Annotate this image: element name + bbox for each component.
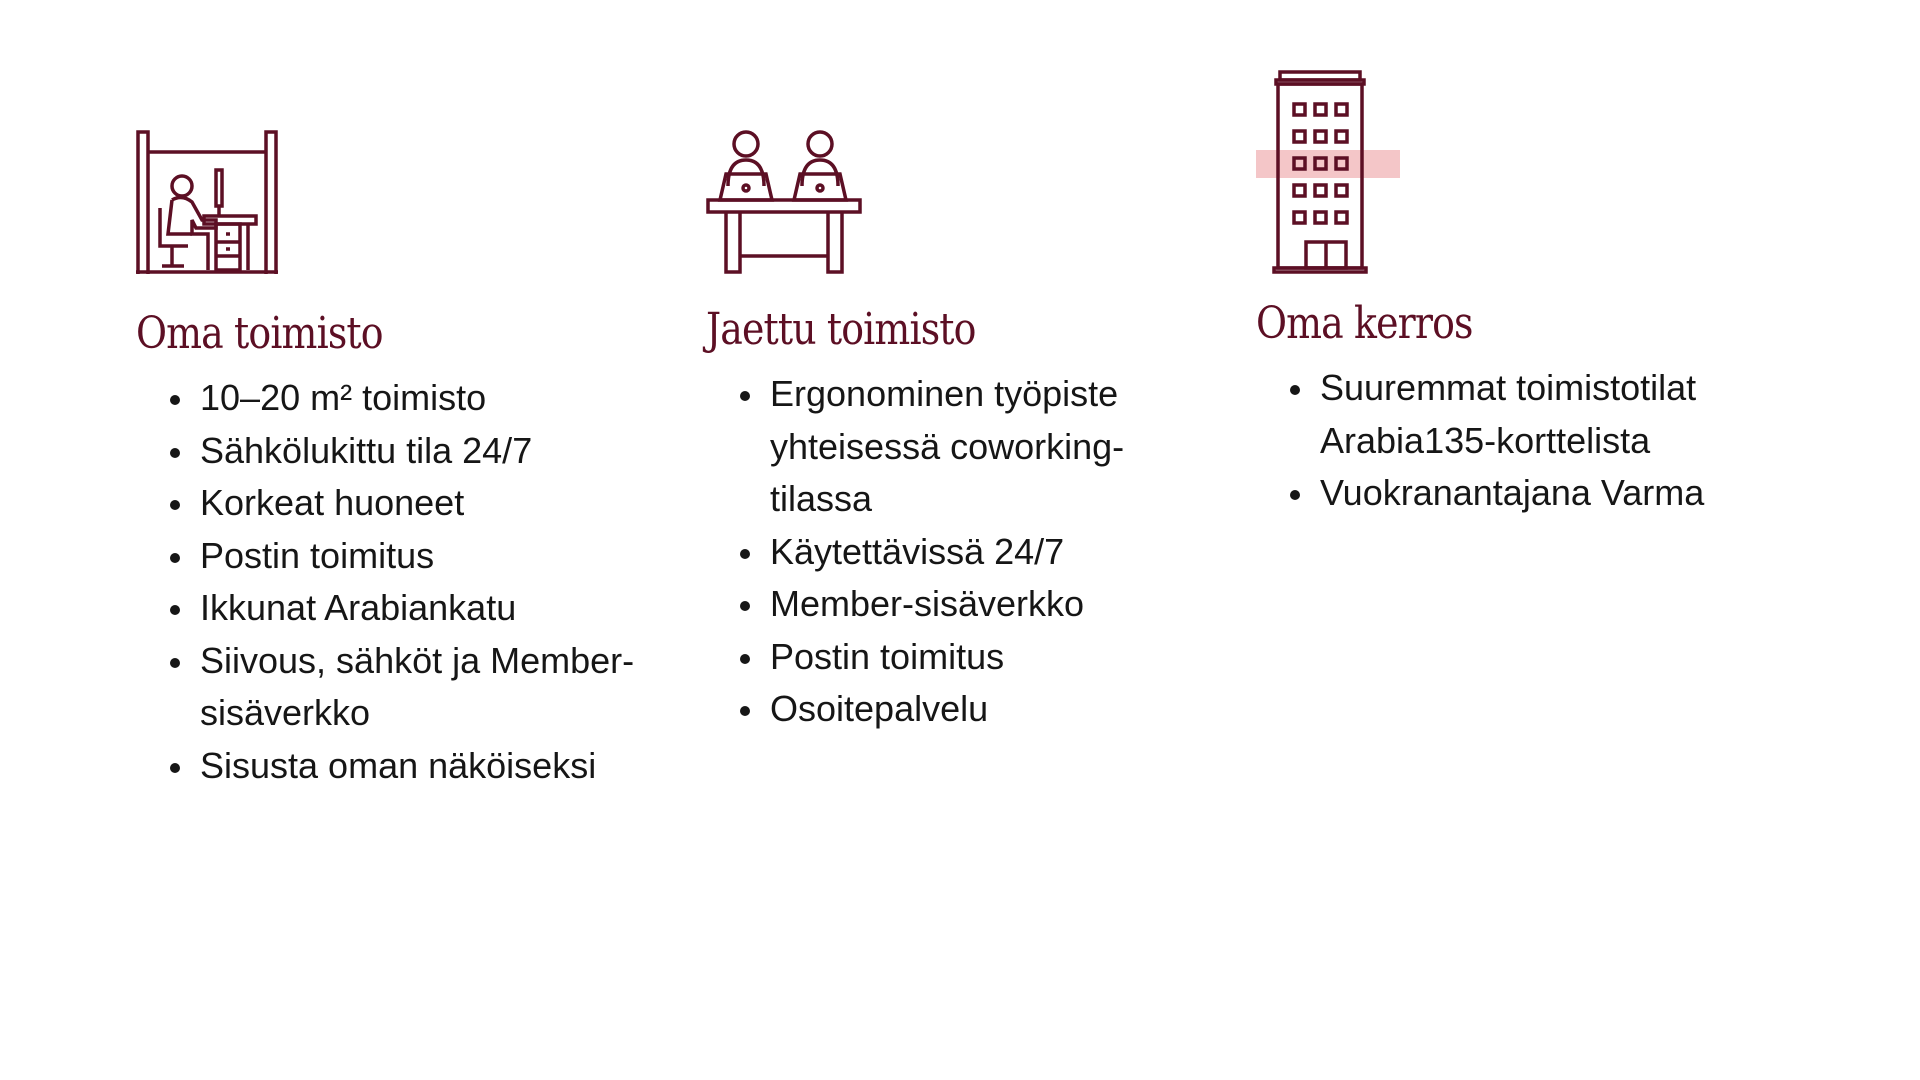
column-private-office — [136, 130, 696, 792]
feature-list — [1256, 362, 1816, 520]
column-shared-office — [706, 130, 1266, 736]
column-title: Oma toimisto — [136, 308, 383, 359]
list-item: Käytettävissä 24/7 — [770, 526, 1170, 579]
list-item: Siivous, sähköt ja Member-sisäverkko — [200, 635, 640, 740]
column-title: Jaettu toimisto — [706, 304, 976, 355]
feature-list — [706, 368, 1266, 736]
column-title: Oma kerros — [1256, 298, 1473, 349]
office-building-icon — [1256, 70, 1400, 274]
shared-desk-icon — [706, 130, 862, 274]
list-item: Postin toimitus — [770, 631, 1170, 684]
list-item: Suuremmat toimistotilat Arabia135-korttelista — [1320, 362, 1770, 467]
list-item: Sähkölukittu tila 24/7 — [200, 425, 640, 478]
list-item: Member-sisäverkko — [770, 578, 1170, 631]
list-item: Vuokranantajana Varma — [1320, 467, 1770, 520]
private-office-icon — [136, 130, 278, 274]
list-item: Ergonominen työpiste yhteisessä coworking-tilassa — [770, 368, 1170, 526]
list-item: 10–20 m² toimisto — [200, 372, 640, 425]
list-item: Sisusta oman näköiseksi — [200, 740, 640, 793]
column-own-floor — [1256, 70, 1816, 520]
list-item: Postin toimitus — [200, 530, 640, 583]
list-item: Korkeat huoneet — [200, 477, 640, 530]
feature-list — [136, 372, 696, 792]
list-item: Osoitepalvelu — [770, 683, 1170, 736]
list-item: Ikkunat Arabiankatu — [200, 582, 640, 635]
